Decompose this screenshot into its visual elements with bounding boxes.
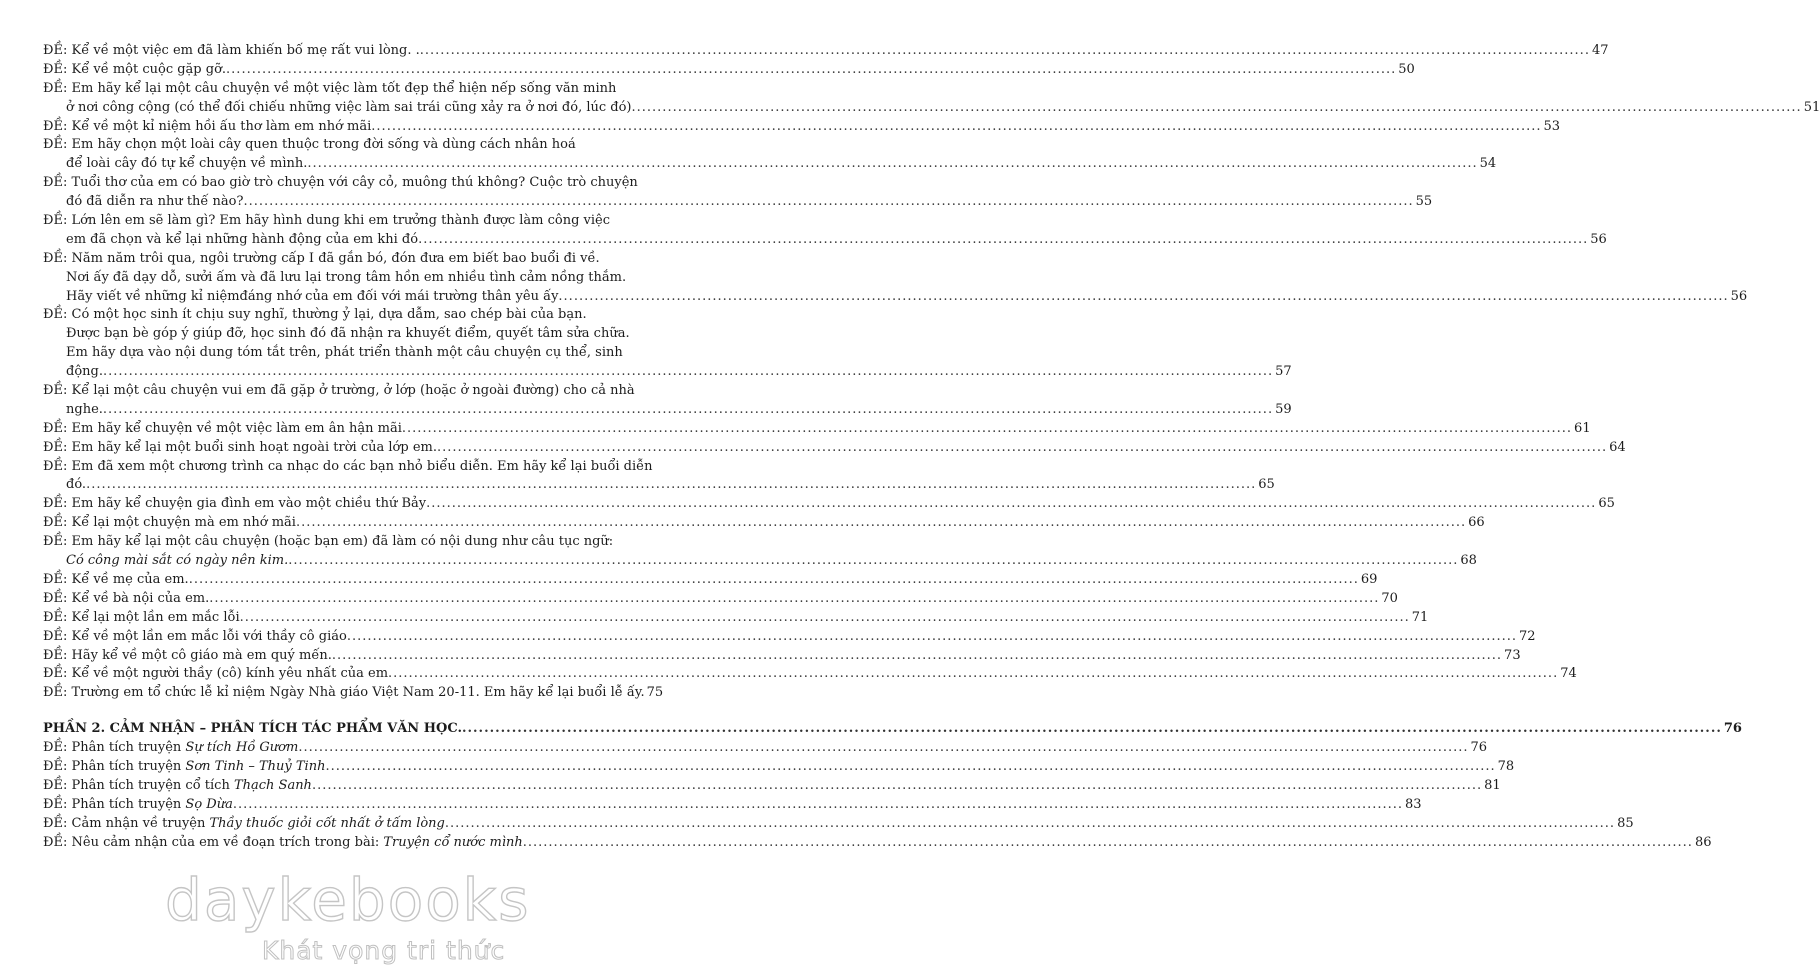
dot-leader <box>226 61 1396 80</box>
section-contents-list <box>43 739 1712 852</box>
entry-text-wrap <box>43 815 445 834</box>
page-number: 74 <box>1560 666 1577 682</box>
entry-text: Có công mài sắt có ngày nên kim. <box>66 553 289 569</box>
watermark-logo: daykebooks <box>165 866 531 934</box>
entry-line <box>43 231 1607 250</box>
entry-text-wrap <box>66 193 243 212</box>
section-entry <box>43 796 1422 815</box>
toc-entry <box>43 118 1561 137</box>
page-number: 61 <box>1574 420 1591 436</box>
page-number: 72 <box>1519 628 1536 644</box>
topic-label: ĐỀ: <box>43 439 68 455</box>
entry-text-wrap <box>43 796 233 815</box>
section-entry <box>43 758 1515 777</box>
entry-text: Kể lại một chuyện mà em nhớ mãi <box>71 515 296 531</box>
entry-line <box>43 61 1415 80</box>
entry-text-wrap <box>43 42 420 61</box>
dot-leader <box>445 815 1615 834</box>
entry-line <box>43 552 1477 571</box>
entry-text-wrap <box>66 231 418 250</box>
topic-label: ĐỀ: <box>43 61 68 77</box>
entry-text-wrap <box>43 609 240 628</box>
entry-prefix: Phân tích truyện <box>71 740 186 756</box>
entry-text-wrap <box>43 495 426 514</box>
entry-prefix: Phân tích truyện cổ tích <box>71 777 234 793</box>
topic-label: ĐỀ: <box>43 815 68 831</box>
entry-text: Kể về một cuộc gặp gỡ. <box>71 61 227 77</box>
dot-leader <box>243 193 1413 212</box>
entry-line <box>43 647 1521 666</box>
work-title: Sự tích Hồ Gươm <box>185 740 299 756</box>
entry-prefix: Cảm nhận về truyện <box>71 815 210 831</box>
entry-text: Kể về mẹ của em. <box>71 571 189 587</box>
toc-entry <box>43 458 1275 496</box>
dot-leader <box>103 363 1273 382</box>
entry-line <box>43 250 659 269</box>
section-entry <box>43 815 1634 834</box>
entry-line <box>43 136 659 155</box>
entry-text: Lớn lên em sẽ làm gì? Em hãy hình dung khi em trưởng thành được làm công việc <box>71 213 611 229</box>
entry-line <box>43 306 659 325</box>
page-number: 51 <box>1803 99 1820 115</box>
entry-line <box>43 420 1591 439</box>
page-number: 66 <box>1468 515 1485 531</box>
page-number: 73 <box>1504 647 1521 663</box>
dot-leader <box>437 439 1607 458</box>
topic-label: ĐỀ: <box>43 137 68 153</box>
work-title: Sọ Dừa <box>185 796 233 812</box>
entry-line <box>43 439 1626 458</box>
toc-entry <box>43 665 1577 684</box>
entry-line <box>43 401 1292 420</box>
toc-entry <box>43 61 1415 80</box>
entry-text: Em hãy kể lại một câu chuyện (hoặc bạn em) đã làm có nội dung như câu tục ngữ: <box>71 534 614 550</box>
toc-entry <box>43 42 1609 61</box>
dot-leader <box>632 99 1802 118</box>
entry-line <box>43 118 1561 137</box>
entry-text: để loài cây đó tự kể chuyện về mình. <box>66 156 308 172</box>
dot-leader <box>325 758 1495 777</box>
entry-line <box>43 80 659 99</box>
entry-text: Kể về một lần em mắc lỗi với thầy cô giáo <box>71 628 347 644</box>
entry-text-wrap <box>66 401 103 420</box>
topic-label: ĐỀ: <box>43 515 68 531</box>
page-number: 78 <box>1497 758 1515 774</box>
entry-line <box>43 155 1497 174</box>
page-number: 55 <box>1415 194 1433 210</box>
toc-entry <box>43 382 1292 420</box>
entry-line <box>43 344 659 363</box>
watermark-slogan: Khát vọng tri thức <box>262 936 506 965</box>
entry-text: em đã chọn và kể lại những hành động của em khi đó <box>66 231 419 247</box>
entry-prefix: Phân tích truyện <box>71 796 186 812</box>
topic-label: ĐỀ: <box>43 307 68 323</box>
entry-line <box>43 42 1609 61</box>
topic-label: ĐỀ: <box>43 590 68 606</box>
entry-text: đó đã diễn ra như thế nào? <box>66 194 244 210</box>
topic-label: ĐỀ: <box>43 834 68 850</box>
entry-text: ở nơi công cộng (có thể đối chiếu những việc làm sai trái cũng xảy ra ở nơi đó, lúc đó) <box>66 99 632 115</box>
toc-entry <box>43 647 1521 666</box>
page-number: 56 <box>1590 231 1607 247</box>
entry-text-wrap <box>43 647 332 666</box>
entry-text: Em hãy kể lại một câu chuyện về một việc làm tốt đẹp thể hiện nếp sống văn minh <box>71 80 617 96</box>
entry-text: Em hãy kể lại một buổi sinh hoạt ngoài trời của lớp em. <box>71 439 437 455</box>
page-number: 65 <box>1258 477 1275 493</box>
entry-line <box>43 533 659 552</box>
page-number: 56 <box>1730 288 1748 304</box>
section-page-number: 76 <box>1723 721 1742 737</box>
page-number: 71 <box>1411 609 1429 625</box>
topic-label: ĐỀ: <box>43 420 68 436</box>
entry-line <box>43 665 1577 684</box>
page-number: 53 <box>1543 118 1561 134</box>
entry-line <box>43 382 659 401</box>
contents-list <box>43 42 1820 703</box>
entry-line <box>43 325 659 344</box>
entry-text: Nơi ấy đã dạy dỗ, sưởi ấm và đã lưu lại trong tâm hồn em nhiều tình cảm nồng thắm. <box>66 269 627 285</box>
toc-entry <box>43 420 1591 439</box>
entry-line <box>43 476 1275 495</box>
entry-prefix: Nêu cảm nhận của em về đoạn trích trong bài: <box>71 834 384 850</box>
toc-entry <box>43 80 1820 118</box>
entry-prefix: Phân tích truyện <box>71 758 186 774</box>
dot-leader <box>288 552 1458 571</box>
toc-entry <box>43 136 1497 174</box>
topic-label: ĐỀ: <box>43 80 68 96</box>
topic-label: ĐỀ: <box>43 383 68 399</box>
entry-text-wrap <box>43 439 437 458</box>
entry-text-wrap <box>43 777 312 796</box>
entry-text: Trường em tổ chức lễ kỉ niệm Ngày Nhà giáo Việt Nam 20-11. Em hãy kể lại buổi lễ ấy. <box>71 685 645 701</box>
dot-leader <box>189 571 1359 590</box>
dot-leader <box>103 401 1273 420</box>
topic-label: ĐỀ: <box>43 175 68 191</box>
entry-text: Em hãy kể chuyện về một việc làm em ân hận mãi <box>71 420 402 436</box>
work-title: Truyện cổ nước mình <box>383 834 523 850</box>
topic-label: ĐỀ: <box>43 740 68 756</box>
section-entry <box>43 777 1501 796</box>
toc-entry <box>43 684 664 703</box>
dot-leader <box>420 42 1590 61</box>
page-number: 86 <box>1694 834 1712 850</box>
dot-leader <box>86 476 1256 495</box>
entry-text: Năm năm trôi qua, ngôi trường cấp I đã gắn bó, đón đưa em biết bao buổi đi về. <box>71 250 600 266</box>
entry-text-wrap <box>66 288 558 307</box>
entry-text-wrap <box>43 628 347 647</box>
toc-entry <box>43 628 1536 647</box>
entry-line <box>43 495 1615 514</box>
dot-leader <box>240 609 1410 628</box>
entry-line <box>43 269 659 288</box>
topic-label: ĐỀ: <box>43 758 68 774</box>
entry-line <box>43 174 659 193</box>
entry-text-wrap <box>43 61 226 80</box>
topic-label: ĐỀ: <box>43 571 68 587</box>
toc-entry <box>43 590 1398 609</box>
entry-line <box>43 363 1292 382</box>
page-number: 75 <box>646 685 664 701</box>
dot-leader <box>347 628 1517 647</box>
entry-text-wrap <box>43 834 523 853</box>
entry-line <box>43 684 664 703</box>
entry-line <box>43 571 1378 590</box>
page-number: 64 <box>1609 439 1626 455</box>
entry-line <box>43 514 1485 533</box>
dot-leader <box>209 590 1379 609</box>
topic-label: ĐỀ: <box>43 534 68 550</box>
page-number: 85 <box>1617 815 1634 831</box>
toc-entry <box>43 514 1485 533</box>
entry-text-wrap <box>66 363 103 382</box>
dot-leader <box>426 495 1596 514</box>
toc-entry <box>43 306 1292 382</box>
topic-label: ĐỀ: <box>43 628 68 644</box>
topic-label: ĐỀ: <box>43 250 68 266</box>
dot-leader <box>332 647 1502 666</box>
topic-label: ĐỀ: <box>43 685 68 701</box>
work-title: Thạch Sanh <box>233 777 312 793</box>
entry-text-wrap <box>43 118 371 137</box>
entry-line <box>43 590 1398 609</box>
entry-text: Em hãy kể chuyện gia đình em vào một chiều thứ Bảy <box>71 496 427 512</box>
entry-text: Em hãy chọn một loài cây quen thuộc trong đời sống và dùng cách nhân hoá <box>71 137 576 153</box>
topic-label: ĐỀ: <box>43 213 68 229</box>
toc-entry <box>43 533 1477 571</box>
dot-leader <box>296 514 1466 533</box>
toc-entry <box>43 212 1607 250</box>
page-number: 47 <box>1591 43 1609 58</box>
page-number: 81 <box>1484 777 1501 793</box>
entry-text: Kể về bà nội của em. <box>71 590 210 606</box>
entry-text: Kể về một việc em đã làm khiến bố mẹ rất vui lòng. . <box>71 43 420 58</box>
dot-leader <box>298 739 1468 758</box>
toc-entry <box>43 439 1626 458</box>
dot-leader <box>523 834 1693 853</box>
section-entry <box>43 834 1712 853</box>
entry-text: đó. <box>66 477 87 493</box>
entry-text: Em hãy dựa vào nội dung tóm tắt trên, phát triển thành một câu chuyện cụ thể, sinh <box>66 345 623 361</box>
page-number: 65 <box>1598 496 1615 512</box>
table-of-contents <box>43 42 1820 852</box>
topic-label: ĐỀ: <box>43 458 68 474</box>
page-number: 68 <box>1460 553 1477 569</box>
toc-entry <box>43 250 1748 307</box>
toc-entry <box>43 609 1429 628</box>
entry-text-wrap <box>43 739 298 758</box>
dot-leader <box>371 118 1541 137</box>
toc-entry <box>43 495 1615 514</box>
page-number: 70 <box>1381 590 1398 606</box>
entry-line <box>43 458 659 477</box>
topic-label: ĐỀ: <box>43 496 68 512</box>
entry-text: Kể về một người thầy (cô) kính yêu nhất của em <box>71 666 389 682</box>
entry-text-wrap <box>43 590 209 609</box>
entry-text: Tuổi thơ của em có bao giờ trò chuyện với cây cỏ, muông thú không? Cuộc trò chuyện <box>71 175 638 191</box>
topic-label: ĐỀ: <box>43 647 68 663</box>
topic-label: ĐỀ: <box>43 118 68 134</box>
dot-leader <box>388 665 1558 684</box>
topic-label: ĐỀ: <box>43 666 68 682</box>
topic-label: ĐỀ: <box>43 796 68 812</box>
entry-line <box>43 628 1536 647</box>
topic-label: ĐỀ: <box>43 609 68 625</box>
entry-text: Kể lại một câu chuyện vui em đã gặp ở trường, ở lớp (hoặc ở ngoài đường) cho cả nhà <box>71 383 635 399</box>
entry-line <box>43 609 1429 628</box>
entry-text-wrap <box>66 155 307 174</box>
dot-leader <box>558 288 1728 307</box>
entry-text: Kể về một kỉ niệm hồi ấu thơ làm em nhớ mãi <box>71 118 372 134</box>
entry-text: Được bạn bè góp ý giúp đỡ, học sinh đó đã nhận ra khuyết điểm, quyết tâm sửa chữa. <box>66 326 630 342</box>
page-number: 59 <box>1275 401 1292 417</box>
section-title: PHẦN 2. CẢM NHẬN – PHÂN TÍCH TÁC PHẨM VĂN HỌC. <box>43 721 462 737</box>
dot-leader <box>402 420 1572 439</box>
work-title: Sơn Tinh – Thuỷ Tinh <box>185 758 326 774</box>
entry-text-wrap <box>66 552 288 571</box>
entry-text-wrap <box>43 665 388 684</box>
entry-text: nghe. <box>66 401 103 417</box>
toc-entry <box>43 571 1378 590</box>
dot-leader <box>233 796 1403 815</box>
entry-line <box>43 99 1820 118</box>
dot-leader <box>418 231 1588 250</box>
entry-text-wrap <box>66 476 86 495</box>
page-number: 76 <box>1470 740 1488 756</box>
entry-line <box>43 193 1433 212</box>
entry-text: Kể lại một lần em mắc lỗi <box>71 609 240 625</box>
toc-entry <box>43 174 1433 212</box>
dot-leader <box>307 155 1477 174</box>
entry-line <box>43 212 659 231</box>
entry-text: Hãy viết về những kỉ niệmđáng nhớ của em đối với mái trường thân yêu ấy <box>66 288 559 304</box>
page-number: 69 <box>1360 571 1378 587</box>
entry-line <box>43 288 1748 307</box>
page-number: 57 <box>1275 364 1292 380</box>
entry-text: động. <box>66 364 103 380</box>
topic-label: ĐỀ: <box>43 43 68 58</box>
entry-text-wrap <box>43 571 189 590</box>
page-number: 54 <box>1479 156 1497 172</box>
entry-text-wrap <box>43 514 296 533</box>
work-title: Thầy thuốc giỏi cốt nhất ở tấm lòng <box>209 815 445 831</box>
topic-label: ĐỀ: <box>43 777 68 793</box>
entry-text-wrap <box>66 99 632 118</box>
section-entry <box>43 739 1488 758</box>
entry-text-wrap <box>43 420 402 439</box>
section-heading <box>43 720 1742 739</box>
entry-text-wrap <box>43 684 645 703</box>
dot-leader <box>312 777 1482 796</box>
page-number: 50 <box>1398 61 1415 77</box>
entry-text: Có một học sinh ít chịu suy nghĩ, thường ỷ lại, dựa dẫm, sao chép bài của bạn. <box>71 307 587 323</box>
entry-text: Hãy kể về một cô giáo mà em quý mến. <box>71 647 332 663</box>
entry-text: Em đã xem một chương trình ca nhạc do các bạn nhỏ biểu diễn. Em hãy kể lại buổi diễn <box>71 458 653 474</box>
page-number: 83 <box>1405 796 1422 812</box>
entry-text-wrap <box>43 758 325 777</box>
